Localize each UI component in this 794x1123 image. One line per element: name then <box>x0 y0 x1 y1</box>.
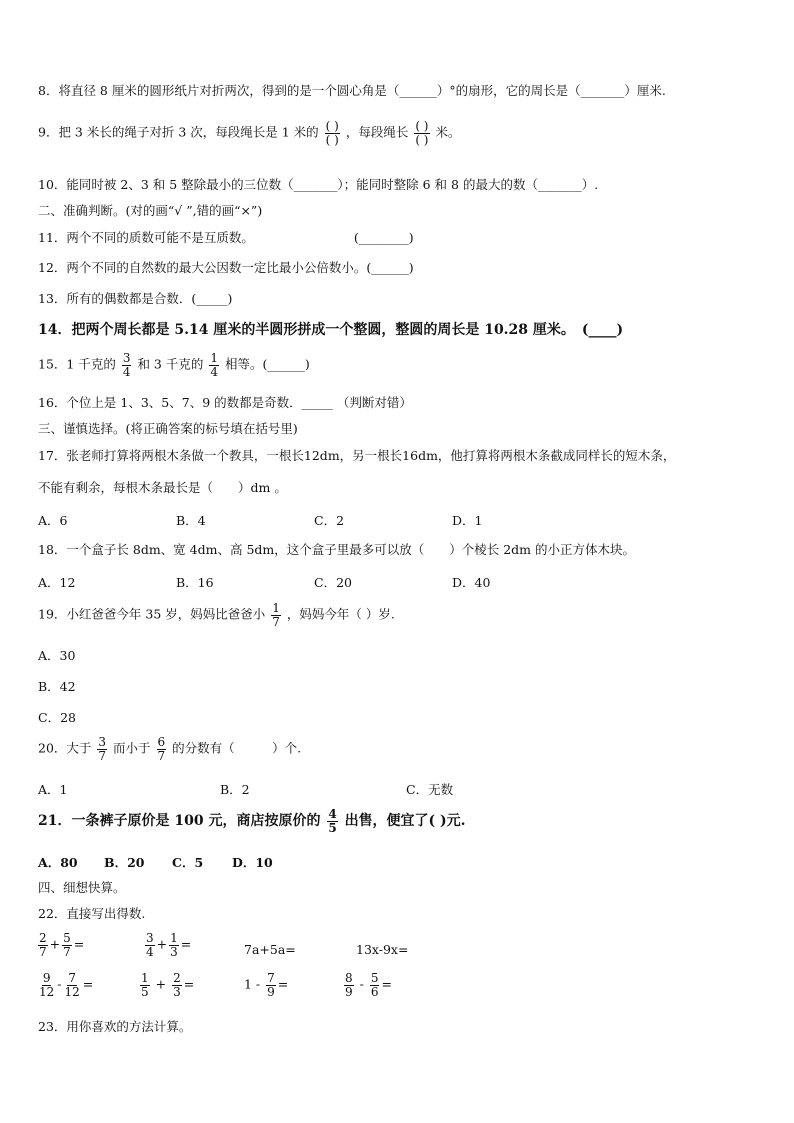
q20-fraction-2: $\frac{6}{7}$ <box>157 735 166 763</box>
calc-r2b: $\frac{1}{5}$ + $\frac{2}{3}$ = <box>141 971 195 999</box>
question-9 <box>38 120 461 146</box>
q19-option-b[interactable]: B．42 <box>38 679 76 694</box>
section-3-heading: 三、谨慎选择。(将正确答案的标号填在括号里) <box>38 421 298 436</box>
question-17-line-1: 17．张老师打算将两根木条做一个教具，一根长12dm，另一根长16dm，他打算将两根木条截成同样长的短木条， <box>38 448 676 463</box>
calc-r1a: $\frac{2}{7}$ + $\frac{5}{7}$ = <box>39 931 85 959</box>
question-11 <box>38 230 414 246</box>
q15-text-pre: 15．1 千克的 <box>38 356 116 372</box>
calc-r2c: 1 - $\frac{7}{9}$ = <box>244 971 289 999</box>
q21-fraction: $\frac{4}{5}$ <box>328 807 337 835</box>
q15-text-mid: 和 3 千克的 <box>137 356 204 372</box>
q15-fraction-1: $\frac{3}{4}$ <box>122 351 131 379</box>
q15-fraction-2: $\frac{1}{4}$ <box>210 351 218 379</box>
q19-option-a[interactable]: A．30 <box>38 648 76 663</box>
q20-option-a[interactable]: A．1 <box>38 782 68 797</box>
q21-option-d[interactable]: D．10 <box>232 855 273 870</box>
section-4-heading: 四、细想快算。 <box>38 880 126 895</box>
q9-text-mid: ，每段绳长 <box>345 124 409 140</box>
q19-option-c[interactable]: C．28 <box>38 710 76 725</box>
question-21 <box>38 808 466 834</box>
calc-r1d: 13x-9x= <box>356 942 409 957</box>
q20-option-b[interactable]: B．2 <box>220 782 250 797</box>
q20-fraction-1: $\frac{3}{7}$ <box>98 735 107 763</box>
calc-r2a: $\frac{9}{12}$ - $\frac{7}{12}$ = <box>39 971 94 999</box>
q18-option-d[interactable]: D．40 <box>452 575 491 590</box>
q9-blank-fraction-2[interactable]: $\frac{( )}{( )}$ <box>415 119 429 147</box>
question-23: 23．用你喜欢的方法计算。 <box>38 1019 192 1034</box>
q11-text: 11．两个不同的质数可能不是互质数。 <box>38 230 254 245</box>
question-8: 8．将直径 8 厘米的圆形纸片对折两次，得到的是一个圆心角是（______）°的扇形，它的周长是（_______）厘米. <box>38 83 666 98</box>
q20-text-pre: 20．大于 <box>38 740 92 756</box>
q17-option-a[interactable]: A．6 <box>38 513 68 528</box>
question-15 <box>38 352 310 378</box>
q18-option-a[interactable]: A．12 <box>38 575 76 590</box>
question-19 <box>38 602 395 628</box>
q15-text-post: 相等。(______) <box>224 356 310 372</box>
question-17-line-2: 不能有剩余，每根木条最长是（ ）dm 。 <box>38 480 287 495</box>
q19-text-post: ，妈妈今年（ ）岁. <box>286 606 395 622</box>
section-2-heading: 二、准确判断。(对的画“√ ”,错的画“×”) <box>38 203 263 218</box>
calc-r2d: $\frac{8}{9}$ - $\frac{5}{6}$ = <box>345 971 392 999</box>
q17-option-d[interactable]: D．1 <box>452 513 483 528</box>
question-13: 13．所有的偶数都是合数．(_____) <box>38 291 233 306</box>
question-18: 18．一个盒子长 8dm、宽 4dm、高 5dm，这个盒子里最多可以放（ ）个棱长 2dm 的小正方体木块。 <box>38 542 636 557</box>
question-20 <box>38 736 301 762</box>
q18-option-c[interactable]: C．20 <box>314 575 352 590</box>
q19-fraction: $\frac{1}{7}$ <box>272 601 280 629</box>
question-16: 16．个位上是 1、3、5、7、9 的数都是奇数．_____ （判断对错） <box>38 395 412 410</box>
q11-answer-blank[interactable]: (________) <box>353 230 414 245</box>
q18-option-b[interactable]: B．16 <box>176 575 214 590</box>
q20-text-post: 的分数有（ ）个. <box>172 740 302 756</box>
q19-text-pre: 19．小红爸爸今年 35 岁，妈妈比爸爸小 <box>38 606 266 622</box>
q21-option-b[interactable]: B．20 <box>104 855 145 870</box>
calc-r1b: $\frac{3}{4}$ + $\frac{1}{3}$ = <box>146 931 192 959</box>
q9-text-pre: 9．把 3 米长的绳子对折 3 次，每段绳长是 1 米的 <box>38 124 319 140</box>
q21-text-pre: 21．一条裤子原价是 100 元，商店按原价的 <box>38 813 321 830</box>
q20-option-c[interactable]: C．无数 <box>406 782 454 797</box>
question-14: 14．把两个周长都是 5.14 厘米的半圆形拼成一个整圆，整圆的周长是 10.28 厘米。 (____) <box>38 322 624 338</box>
q9-text-post: 米。 <box>435 124 461 140</box>
question-10: 10．能同时被 2、3 和 5 整除最小的三位数（_______）；能同时整除 6 和 8 的最大的数（_______）. <box>38 177 599 192</box>
calc-r1c: 7a+5a= <box>244 942 296 957</box>
q21-option-c[interactable]: C．5 <box>172 855 204 870</box>
q21-option-a[interactable]: A．80 <box>38 855 78 870</box>
q21-text-post: 出售，便宜了( )元. <box>344 813 466 830</box>
q20-text-mid: 而小于 <box>113 740 151 756</box>
q17-option-b[interactable]: B．4 <box>176 513 206 528</box>
question-12: 12．两个不同的自然数的最大公因数一定比最小公倍数小。(______) <box>38 260 414 275</box>
q17-option-c[interactable]: C．2 <box>314 513 345 528</box>
q9-blank-fraction-1[interactable]: $\frac{( )}{( )}$ <box>325 119 339 147</box>
question-22: 22．直接写出得数. <box>38 906 146 921</box>
